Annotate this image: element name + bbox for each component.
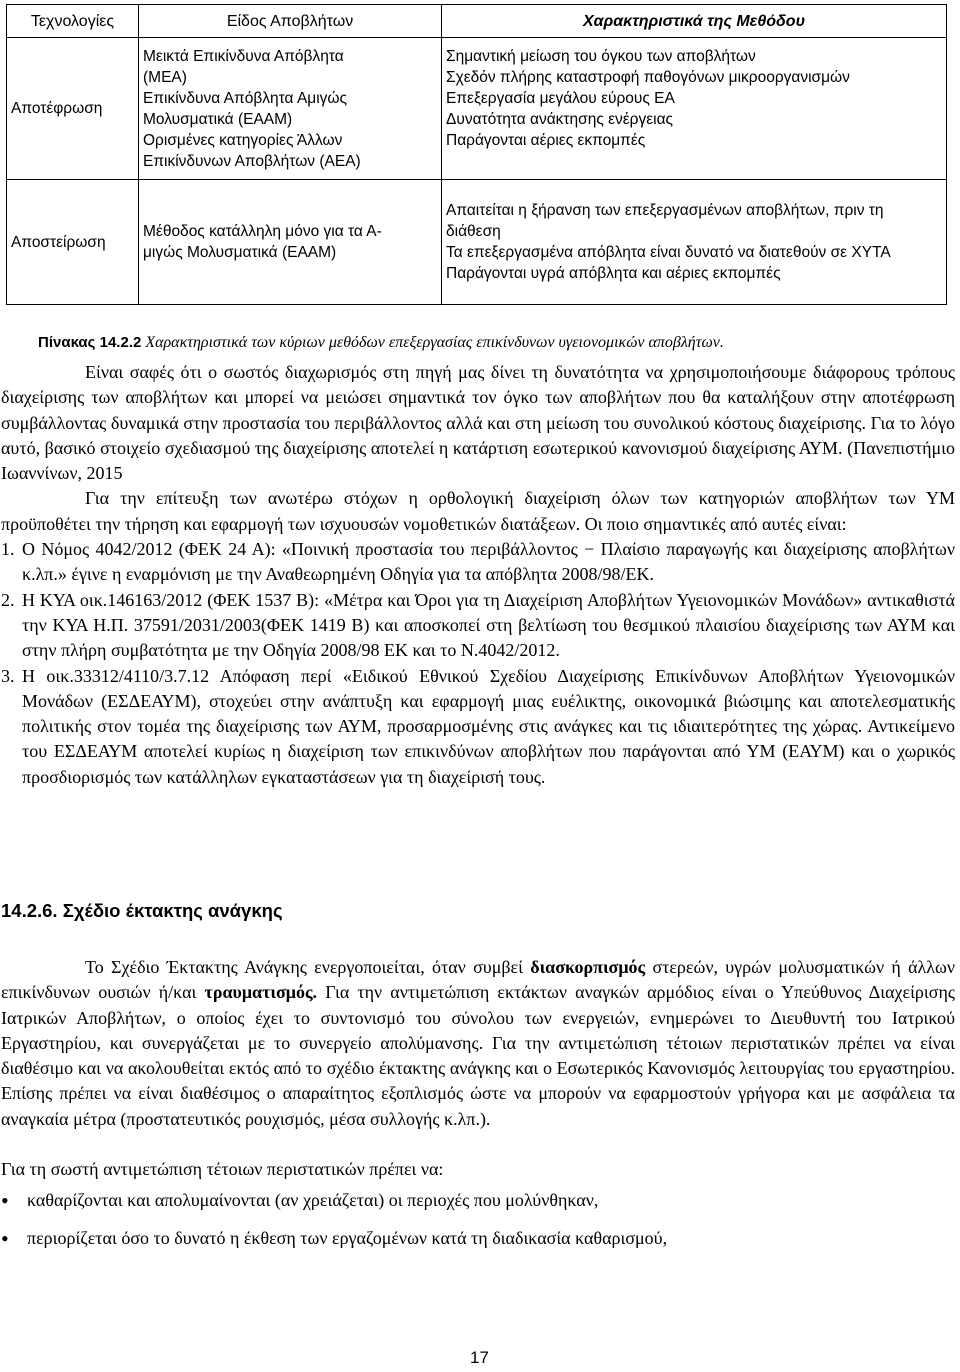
row-characteristics: Σημαντική μείωση του όγκου των αποβλήτων Σχεδόν πλήρης καταστροφή παθογόνων μικροοργανισμών Επεξεργασία μεγάλου εύρους ΕΑ Δυνατότητα ανάκτησης ενέργειας Παράγονται αέριες εκπομπές: [442, 38, 947, 180]
row-waste-type: Μέθοδος κατάλληλη μόνο για τα Α- μιγώς Μολυσματικά (ΕΑΑΜ): [139, 180, 442, 305]
row-technology: Αποστείρωση: [7, 180, 139, 305]
caption-number: Πίνακας 14.2.2: [38, 334, 142, 351]
caption-text: Χαρακτηριστικά των κύριων μεθόδων επεξεργασίας επικίνδυνων υγειονομικών αποβλήτων.: [141, 334, 724, 351]
row-characteristics: Απαιτείται η ξήρανση των επεξεργασμένων αποβλήτων, πριν τη διάθεση Τα επεξεργασμένα απόβλητα είναι δυνατό να διατεθούν σε ΧΥΤΑ Παράγονται υγρά απόβλητα και αέριες εκπομπές: [442, 180, 947, 305]
emergency-section: [1, 955, 955, 1263]
row-waste-type: Μεικτά Επικίνδυνα Απόβλητα (ΜΕΑ) Επικίνδυνα Απόβλητα Αμιγώς Μολυσματικά (ΕΑΑΜ) Ορισμένες κατηγορίες Άλλων Επικίνδυνων Αποβλήτων (ΑΕΑ): [139, 38, 442, 180]
table-header-row: [7, 5, 947, 38]
paragraph-emergency-plan: Το Σχέδιο Έκτακτης Ανάγκης ενεργοποιείται, όταν συμβεί διασκορπισμός στερεών, υγρών μολυσματικών ή άλλων επικίνδυνων ουσιών ή/και τραυματισμός. Για την αντιμετώπιση εκτάκτων αναγκών αρμόδιος είναι ο Υπεύθυνος Διαχείρισης Ιατρικών Αποβλήτων, ο οποίος έχει το συντονισμό του σύνολου των ενεργειών, ενημερώνει το Διευθυντή του Ιατρικού Εργαστηρίου, και συνεργάζεται με το συνεργείο απολύμανσης. Για την αντιμετώπιση τέτοιων περιστατικών πρέπει να είναι διαθέσιμο και να ακολουθείται εκτός από το σχέδιο έκτακτης ανάγκης και ο Εσωτερικός Κανονισμός λειτουργίας του εργαστηρίου. Επίσης πρέπει να είναι διαθέσιμος ο απαραίτητος εξοπλισμός ώστε να μπορούν να εφαρμοστούν γρήγορα και με ασφάλεια τα αναγκαία μέτρα (προστατευτικός ρουχισμός, μέσα συλλογής κ.λπ.).: [1, 957, 955, 1129]
action-list: [1, 1188, 955, 1251]
list-item: 1. Ο Νόμος 4042/2012 (ΦΕΚ 24 Α): «Ποινική προστασία του περιβάλλοντος − Πλαίσιο παραγωγής και διαχείρισης αποβλήτων κ.λπ.» έγινε η εναρμόνιση με την Αναθεωρημένη Οδηγία για τα απόβλητα 2008/98/ΕΚ.: [1, 539, 955, 585]
header-method-characteristics: Χαρακτηριστικά της Μεθόδου: [442, 5, 947, 38]
list-item: • καθαρίζονται και απολυμαίνονται (αν χρειάζεται) οι περιοχές που μολύνθηκαν,: [1, 1188, 955, 1213]
treatment-methods-table: [6, 4, 947, 305]
header-technologies: Τεχνολογίες: [7, 5, 139, 38]
table-row: [7, 180, 947, 305]
paragraph-separation: Είναι σαφές ότι ο σωστός διαχωρισμός στη πηγή μας δίνει τη δυνατότητα να χρησιμοποιήσουμε διάφορους τρόπους διαχείρισης των αποβλήτων και μπορεί να μειώσει σημαντικά τον όγκο των αποβλήτων που θα καταλήξουν στην αποτέφρωση συμβάλλοντας δυναμικά στην προστασία του περιβάλλοντος αλλά και στη μείωση του συνολικού κόστους διαχείρισης. Για το λόγο αυτό, βασικό στοιχείο σχεδιασμού της διαχείρισης αποτελεί η κατάρτιση εσωτερικού κανονισμού διαχείρισης ΑΥΜ. (Πανεπιστήμιο Ιωαννίνων, 2015: [1, 362, 955, 484]
list-item: • περιορίζεται όσο το δυνατό η έκθεση των εργαζομένων κατά τη διαδικασία καθαρισμού,: [1, 1226, 955, 1251]
list-item: 3. Η οικ.33312/4110/3.7.12 Απόφαση περί «Ειδικού Εθνικού Σχεδίου Διαχείρισης Επικίνδυνων Αποβλήτων Υγειονομικών Μονάδων (ΕΣΔΕΑΥΜ), στοχεύει στην ανάπτυξη και εφαρμογή μιας ευέλικτης, οικονομικά βιώσιμης και αποτελεσματικής πολιτικής στον τομέα της διαχείρισης των ΑΥΜ, προσαρμοσμένης στις ανάγκες και τις ιδιαιτερότητες της χώρας. Αντικείμενο του ΕΣΔΕΑΥΜ αποτελεί κυρίως η διαχείριση των επικινδύνων αποβλήτων που παράγονται από ΥΜ (ΕΑΥΜ) και ο χωρικός προσδιορισμός των κατάλληλων εγκαταστάσεων για τη διαχείρισή τους.: [1, 665, 955, 787]
paragraph-legislation-intro: Για την επίτευξη των ανωτέρω στόχων η ορθολογική διαχείριση όλων των κατηγοριών αποβλήτων των ΥΜ προϋποθέτει την τήρηση και εφαρμογή των ισχυουσών νομοθετικών διατάξεων. Οι ποιο σημαντικές από αυτές είναι:: [1, 488, 955, 534]
page-number: 17: [470, 1348, 489, 1367]
bullets-intro: Για τη σωστή αντιμετώπιση τέτοιων περιστατικών πρέπει να:: [1, 1159, 444, 1180]
legislation-section: [1, 360, 955, 790]
table-row: [7, 38, 947, 180]
section-heading: 14.2.6. Σχέδιο έκτακτης ανάγκης: [1, 900, 283, 921]
list-item: 2. Η ΚΥΑ οικ.146163/2012 (ΦΕΚ 1537 Β): «Μέτρα και Όροι για τη Διαχείριση Αποβλήτων Υγειονομικών Μονάδων» αντικαθιστά την ΚΥΑ Η.Π. 37591/2031/2003(ΦΕΚ 1419 Β) και αποσκοπεί στη βελτίωση του θεσμικού πλαισίου διαχείρισης των ΑΥΜ και στην πλήρη συμβατότητα με την Οδηγία 2008/98 ΕΚ και το Ν.4042/2012.: [1, 589, 955, 661]
header-waste-type: Είδος Αποβλήτων: [139, 5, 442, 38]
table-caption: [38, 334, 948, 352]
row-technology: Αποτέφρωση: [7, 38, 139, 180]
